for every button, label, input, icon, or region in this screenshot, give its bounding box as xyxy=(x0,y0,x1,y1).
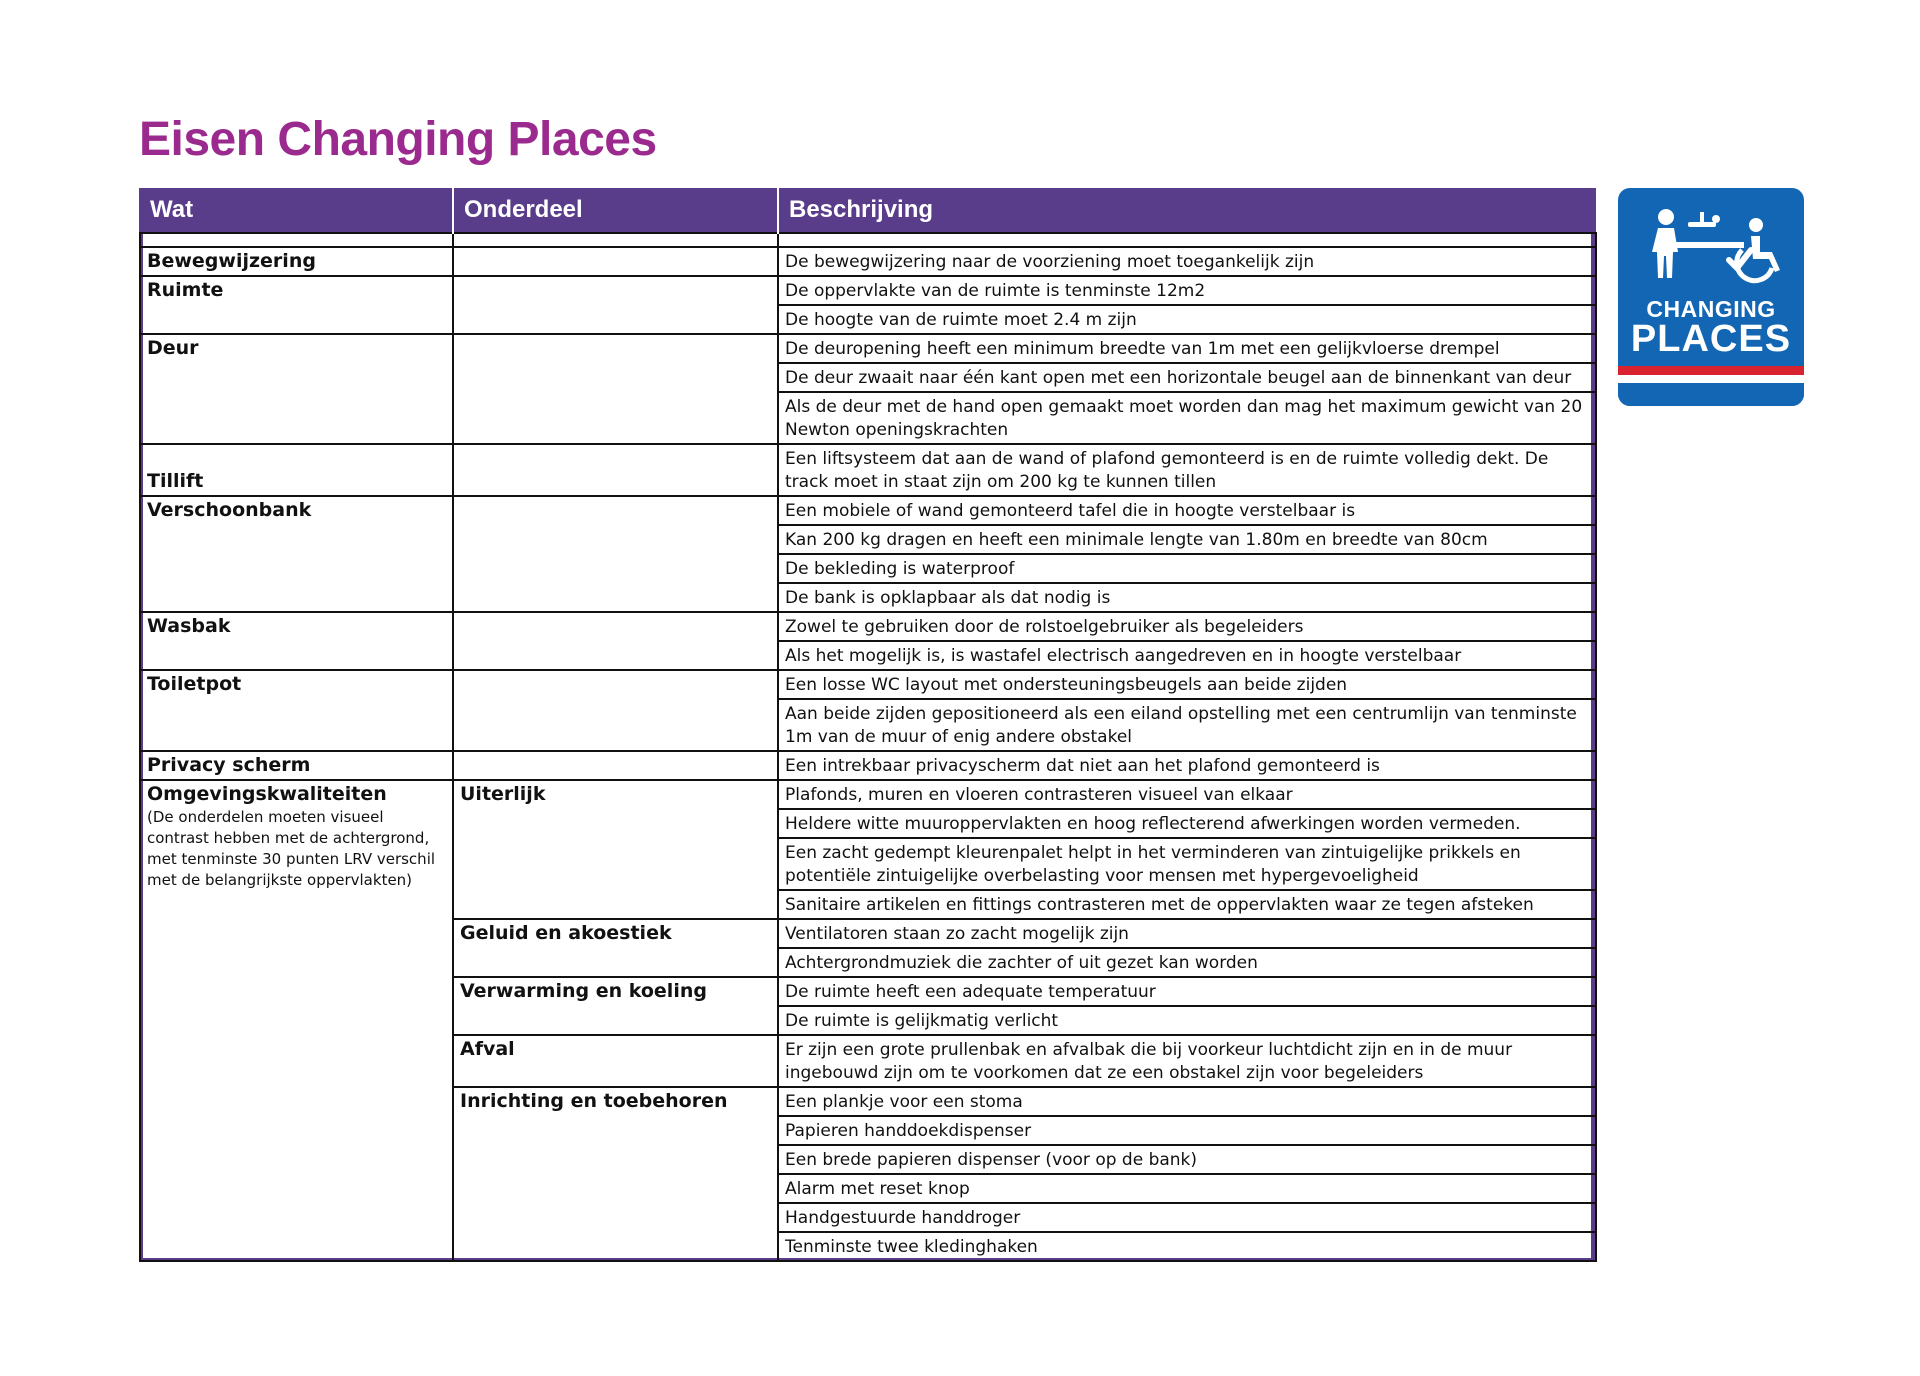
description-cell: Tenminste twee kledinghaken xyxy=(778,1232,1596,1261)
onderdeel-cell xyxy=(453,444,778,496)
onderdeel-cell: Verwarming en koeling xyxy=(453,977,778,1035)
onderdeel-cell xyxy=(453,496,778,612)
onderdeel-cell xyxy=(453,334,778,444)
description-cell: De bekleding is waterproof xyxy=(778,554,1596,583)
description-cell: De bank is opklapbaar als dat nodig is xyxy=(778,583,1596,612)
wat-cell: Verschoonbank xyxy=(140,496,453,612)
description-cell: De ruimte heeft een adequate temperatuur xyxy=(778,977,1596,1006)
onderdeel-cell xyxy=(453,276,778,334)
wat-cell xyxy=(140,780,453,1261)
description-cell: Een liftsysteem dat aan de wand of plafond gemonteerd is en de ruimte volledig dekt. De track moet in staat zijn om 200 kg te kunnen tillen xyxy=(778,444,1596,496)
page-title: Eisen Changing Places xyxy=(139,113,657,166)
logo-text-line2: PLACES xyxy=(1630,318,1792,360)
description-cell: Als de deur met de hand open gemaakt moet worden dan mag het maximum gewicht van 20 Newton openingskrachten xyxy=(778,392,1596,444)
onderdeel-cell: Inrichting en toebehoren xyxy=(453,1087,778,1261)
description-cell: Een zacht gedempt kleurenpalet helpt in het verminderen van zintuigelijke prikkels en potentiële zintuigelijke overbelasting voor mensen met hypergevoeligheid xyxy=(778,838,1596,890)
onderdeel-cell xyxy=(453,670,778,751)
wat-cell: Deur xyxy=(140,334,453,444)
table-row xyxy=(140,247,1596,276)
header-onderdeel: Onderdeel xyxy=(453,188,778,233)
onderdeel-cell xyxy=(453,612,778,670)
wat-cell: Toiletpot xyxy=(140,670,453,751)
table-row xyxy=(140,334,1596,363)
wat-cell: Ruimte xyxy=(140,276,453,334)
description-cell: De deuropening heeft een minimum breedte van 1m met een gelijkvloerse drempel xyxy=(778,334,1596,363)
onderdeel-cell xyxy=(453,751,778,780)
logo-blue-stripe xyxy=(1618,383,1804,406)
table-row xyxy=(140,751,1596,780)
changing-places-logo xyxy=(1618,188,1804,406)
spacer-row xyxy=(140,233,1596,247)
description-cell: Plafonds, muren en vloeren contrasteren visueel van elkaar xyxy=(778,780,1596,809)
description-cell: Een mobiele of wand gemonteerd tafel die in hoogte verstelbaar is xyxy=(778,496,1596,525)
description-cell: Een plankje voor een stoma xyxy=(778,1087,1596,1116)
logo-red-stripe xyxy=(1618,366,1804,375)
description-cell: Achtergrondmuziek die zachter of uit gezet kan worden xyxy=(778,948,1596,977)
requirements-table xyxy=(139,188,1597,1262)
description-cell: Zowel te gebruiken door de rolstoelgebruiker als begeleiders xyxy=(778,612,1596,641)
wat-cell: Tillift xyxy=(140,444,453,496)
header-beschrijving: Beschrijving xyxy=(778,188,1596,233)
table-header-row xyxy=(140,188,1596,233)
description-cell: Een brede papieren dispenser (voor op de bank) xyxy=(778,1145,1596,1174)
description-cell: Sanitaire artikelen en fittings contrasteren met de oppervlakten waar ze tegen afsteken xyxy=(778,890,1596,919)
description-cell: De ruimte is gelijkmatig verlicht xyxy=(778,1006,1596,1035)
onderdeel-cell: Geluid en akoestiek xyxy=(453,919,778,977)
table-row xyxy=(140,444,1596,496)
description-cell: Ventilatoren staan zo zacht mogelijk zijn xyxy=(778,919,1596,948)
description-cell: De oppervlakte van de ruimte is tenminste 12m2 xyxy=(778,276,1596,305)
table-row xyxy=(140,612,1596,641)
description-cell: Alarm met reset knop xyxy=(778,1174,1596,1203)
description-cell: Papieren handdoekdispenser xyxy=(778,1116,1596,1145)
logo-text-line1: CHANGING xyxy=(1646,296,1776,322)
description-cell: Een intrekbaar privacyscherm dat niet aan het plafond gemonteerd is xyxy=(778,751,1596,780)
description-cell: De deur zwaait naar één kant open met een horizontale beugel aan de binnenkant van deur xyxy=(778,363,1596,392)
description-cell: Heldere witte muuroppervlakten en hoog reflecterend afwerkingen worden vermeden. xyxy=(778,809,1596,838)
description-cell: Kan 200 kg dragen en heeft een minimale lengte van 1.80m en breedte van 80cm xyxy=(778,525,1596,554)
description-cell: De bewegwijzering naar de voorziening moet toegankelijk zijn xyxy=(778,247,1596,276)
wat-cell: Privacy scherm xyxy=(140,751,453,780)
onderdeel-cell: Uiterlijk xyxy=(453,780,778,919)
wat-note: (De onderdelen moeten visueel contrast hebben met de achtergrond, met tenminste 30 punten LRV verschil met de belangrijkste oppervlakten) xyxy=(147,808,436,889)
description-cell: Er zijn een grote prullenbak en afvalbak die bij voorkeur luchtdicht zijn en in de muur ingebouwd zijn om te voorkomen dat ze een obstakel zijn voor begeleiders xyxy=(778,1035,1596,1087)
wat-label: Omgevingskwaliteiten xyxy=(147,783,387,805)
table-row xyxy=(140,276,1596,305)
table-row xyxy=(140,780,1596,809)
description-cell: Een losse WC layout met ondersteuningsbeugels aan beide zijden xyxy=(778,670,1596,699)
wat-cell: Bewegwijzering xyxy=(140,247,453,276)
logo-white-stripe xyxy=(1618,375,1804,383)
description-cell: Handgestuurde handdroger xyxy=(778,1203,1596,1232)
wat-cell: Wasbak xyxy=(140,612,453,670)
onderdeel-cell: Afval xyxy=(453,1035,778,1087)
description-cell: Aan beide zijden gepositioneerd als een eiland opstelling met een centrumlijn van tenminste 1m van de muur of enig andere obstakel xyxy=(778,699,1596,751)
onderdeel-cell xyxy=(453,247,778,276)
table-row xyxy=(140,670,1596,699)
description-cell: De hoogte van de ruimte moet 2.4 m zijn xyxy=(778,305,1596,334)
table-row xyxy=(140,496,1596,525)
changing-places-icon xyxy=(1618,188,1804,298)
header-wat: Wat xyxy=(140,188,453,233)
description-cell: Als het mogelijk is, is wastafel electrisch aangedreven en in hoogte verstelbaar xyxy=(778,641,1596,670)
